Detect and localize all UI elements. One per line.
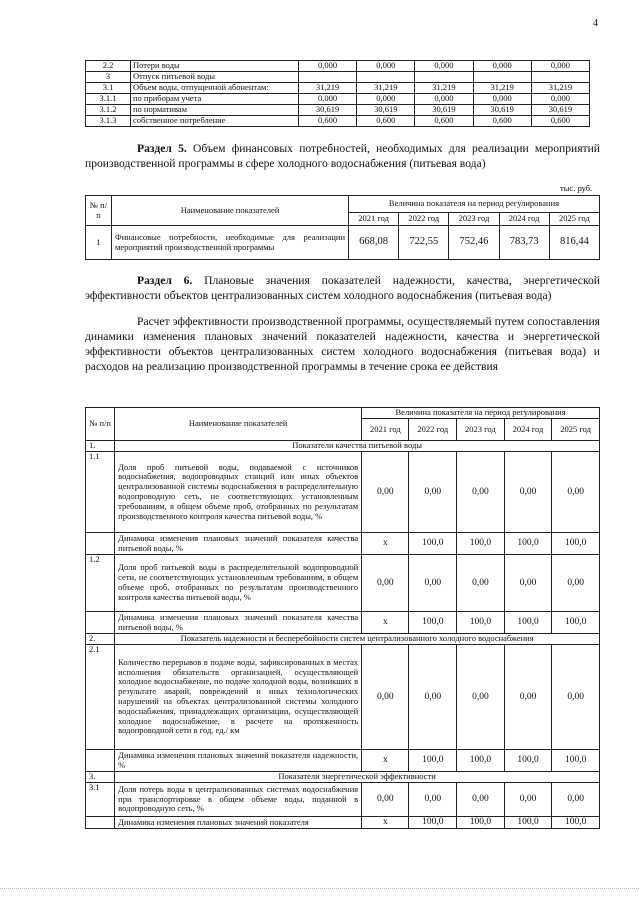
row-num — [86, 533, 115, 555]
row-value: 100,0 — [457, 612, 505, 634]
row-num: 1.1 — [86, 452, 115, 533]
value-2023: 752,46 — [449, 226, 499, 260]
header-name: Наименование показателей — [115, 408, 362, 441]
row-value: х — [362, 817, 409, 829]
group-num: 2. — [86, 634, 115, 645]
value-2021: 668,08 — [349, 226, 399, 260]
row-value: 30,619 — [357, 105, 415, 116]
row-num — [86, 817, 115, 829]
row-value: 0,600 — [473, 116, 531, 127]
row-value: 0,000 — [299, 61, 357, 72]
section5-unit: тыс. руб. — [560, 183, 593, 193]
row-value: 100,0 — [504, 750, 552, 772]
row-value — [531, 72, 589, 83]
row-name: Динамика изменения плановых значений показателя — [115, 817, 362, 829]
value-2024: 783,73 — [499, 226, 549, 260]
row-value: 100,0 — [504, 817, 552, 829]
row-value — [299, 72, 357, 83]
row-value: 0,000 — [531, 94, 589, 105]
row-value: 30,619 — [415, 105, 473, 116]
row-num: 2.2 — [86, 61, 131, 72]
row-value: 0,00 — [409, 452, 457, 533]
row-value: 100,0 — [409, 533, 457, 555]
header-num: № п/п — [86, 196, 112, 226]
row-num: 3.1.1 — [86, 94, 131, 105]
year-2022: 2022 год — [399, 213, 449, 226]
row-value: х — [362, 533, 409, 555]
group-title: Показатели энергетической эффективности — [115, 772, 600, 783]
finance-table — [85, 195, 600, 260]
row-name: собственное потребление — [131, 116, 299, 127]
table-row — [86, 61, 590, 72]
row-value: 0,000 — [299, 94, 357, 105]
row-value: 0,00 — [457, 555, 505, 612]
year-header: 2022 год — [409, 419, 457, 441]
row-value: 0,600 — [357, 116, 415, 127]
row-num: 1 — [86, 226, 112, 260]
value-2022: 722,55 — [399, 226, 449, 260]
row-value: 0,600 — [415, 116, 473, 127]
group-title: Показатели качества питьевой воды — [115, 441, 600, 452]
row-value: 0,000 — [415, 61, 473, 72]
row-name: Объем воды, отпущенной абонентам: — [131, 83, 299, 94]
row-value: 30,619 — [299, 105, 357, 116]
row-num: 3.1 — [86, 83, 131, 94]
row-value: 100,0 — [409, 750, 457, 772]
table-row — [86, 783, 600, 817]
row-value: 0,00 — [409, 645, 457, 750]
row-name: Динамика изменения плановых значений показателя качества питьевой воды, % — [115, 612, 362, 634]
row-value: 0,00 — [362, 645, 409, 750]
table-row — [86, 612, 600, 634]
section6-label: Раздел 6. — [137, 274, 193, 287]
header-name: Наименование показателей — [112, 196, 349, 226]
row-name: по нормативам — [131, 105, 299, 116]
year-2021: 2021 год — [349, 213, 399, 226]
table-row — [86, 94, 590, 105]
group-num: 3. — [86, 772, 115, 783]
indicators-table — [85, 407, 600, 829]
row-value: 0,000 — [357, 61, 415, 72]
row-value: 100,0 — [552, 750, 600, 772]
row-value: 100,0 — [409, 612, 457, 634]
row-num — [86, 612, 115, 634]
row-value: 100,0 — [552, 533, 600, 555]
row-value: 0,000 — [531, 61, 589, 72]
row-value: 30,619 — [473, 105, 531, 116]
row-value: 100,0 — [457, 533, 505, 555]
row-value: 100,0 — [409, 817, 457, 829]
table-row — [86, 533, 600, 555]
group-title: Показатель надежности и бесперебойности систем централизованного холодного водоснабжения — [115, 634, 600, 645]
row-name: Количество перерывов в подаче воды, зафиксированных в местах исполнения обязательств организацией, осуществляющей холодное водоснабжение, по подаче холодной воды, возникших в результате аварий, повреждений и иных технологических нарушений на объектах централизованной системы холодного водоснабжения, принадлежащих организации, осуществляющей холодное водоснабжение, в расчете на протяженность водопроводной сети в год, ед./ км — [115, 645, 362, 750]
section6-paragraph: Расчет эффективности производственной программы, осуществляемый путем сопоставления динамики изменения плановых значений показателей надежности, качества и энергетической эффективности объектов централизованных систем холодного водоснабжения (питьевая вода) и расходов на реализацию производственной программы в течение срока ее действия — [85, 315, 600, 373]
row-value: 0,00 — [552, 645, 600, 750]
row-value: 0,000 — [415, 94, 473, 105]
value-2025: 816,44 — [549, 226, 599, 260]
section6-heading — [85, 273, 600, 303]
year-header: 2021 год — [362, 419, 409, 441]
header-num: № п/п — [86, 408, 115, 441]
row-value: 0,00 — [362, 555, 409, 612]
row-name: Доля проб питьевой воды в распределительной водопроводной сети, не соответствующих установленным требованиям, в общем объеме проб, отобранных по результатам производственного контроля качества питьевой воды, % — [115, 555, 362, 612]
row-value: 31,219 — [473, 83, 531, 94]
row-value: 0,00 — [362, 452, 409, 533]
row-value: 0,00 — [409, 555, 457, 612]
row-value: 31,219 — [299, 83, 357, 94]
row-value: 100,0 — [552, 612, 600, 634]
row-value: 31,219 — [531, 83, 589, 94]
row-value: 0,00 — [504, 645, 552, 750]
row-value: 31,219 — [415, 83, 473, 94]
section5-label: Раздел 5. — [137, 142, 187, 155]
section5-heading — [85, 141, 600, 171]
row-value: 100,0 — [457, 817, 505, 829]
row-name: Динамика изменения плановых значений показателя качества питьевой воды, % — [115, 533, 362, 555]
section6-text: Плановые значения показателей надежности, качества, энергетической эффективности объектов централизованных систем холодного водоснабжения (питьевая вода) — [85, 274, 600, 302]
row-value: 0,00 — [457, 452, 505, 533]
row-value: 0,600 — [299, 116, 357, 127]
year-2025: 2025 год — [549, 213, 599, 226]
row-value: х — [362, 612, 409, 634]
row-value: 0,00 — [552, 555, 600, 612]
header-period: Величина показателя на период регулирования — [362, 408, 600, 419]
row-value: х — [362, 750, 409, 772]
row-value: 0,00 — [552, 783, 600, 817]
page-number: 4 — [593, 18, 598, 29]
row-value: 0,00 — [409, 783, 457, 817]
row-value: 0,00 — [362, 783, 409, 817]
table-row — [86, 72, 590, 83]
table-row — [86, 83, 590, 94]
row-value — [473, 72, 531, 83]
year-2024: 2024 год — [499, 213, 549, 226]
row-name: Доля проб питьевой воды, подаваемой с источников водоснабжения, водопроводных станций или иных объектов централизованной системы водоснабжения в распределительную водопроводную сеть, не соответствующих установленным требованиям, в общем объеме проб, отобранных по результатам производственного контроля качества питьевой воды, % — [115, 452, 362, 533]
row-value: 100,0 — [504, 612, 552, 634]
row-value: 0,00 — [457, 645, 505, 750]
row-num — [86, 750, 115, 772]
row-num: 3 — [86, 72, 131, 83]
water-balance-table — [85, 60, 590, 127]
row-name: Доля потерь воды в централизованных системах водоснабжения при транспортировке в общем объеме воды, поданной в водопроводную сеть, % — [115, 783, 362, 817]
group-num: 1. — [86, 441, 115, 452]
row-num: 2.1 — [86, 645, 115, 750]
row-num: 1.2 — [86, 555, 115, 612]
row-value: 0,00 — [504, 555, 552, 612]
row-num: 3.1.2 — [86, 105, 131, 116]
row-name: по приборам учета — [131, 94, 299, 105]
page-bottom-edge — [0, 888, 639, 889]
table-row — [86, 105, 590, 116]
header-period: Величина показателя на период регулирования — [349, 196, 600, 213]
row-name: Динамика изменения плановых значений показателя надежности, % — [115, 750, 362, 772]
table-row — [86, 116, 590, 127]
row-value: 0,000 — [473, 61, 531, 72]
row-value — [357, 72, 415, 83]
row-value: 100,0 — [552, 817, 600, 829]
row-name: Потери воды — [131, 61, 299, 72]
row-value — [415, 72, 473, 83]
year-header: 2024 год — [504, 419, 552, 441]
year-2023: 2023 год — [449, 213, 499, 226]
row-value: 100,0 — [504, 533, 552, 555]
row-value: 0,00 — [504, 783, 552, 817]
row-value: 0,600 — [531, 116, 589, 127]
table-row — [86, 750, 600, 772]
row-value: 0,000 — [473, 94, 531, 105]
row-value: 0,00 — [552, 452, 600, 533]
row-value: 30,619 — [531, 105, 589, 116]
year-header: 2025 год — [552, 419, 600, 441]
section5-text: Объем финансовых потребностей, необходимых для реализации мероприятий производственной программы в сфере холодного водоснабжения (питьевая вода) — [85, 142, 600, 170]
table-row — [86, 555, 600, 612]
row-value: 0,000 — [357, 94, 415, 105]
row-value: 0,00 — [504, 452, 552, 533]
row-num: 3.1 — [86, 783, 115, 817]
table-row — [86, 817, 600, 829]
table-row — [86, 645, 600, 750]
row-value: 0,00 — [457, 783, 505, 817]
table-row — [86, 452, 600, 533]
row-name: Финансовые потребности, необходимые для реализации мероприятий производственной программы — [112, 226, 349, 260]
row-value: 100,0 — [457, 750, 505, 772]
row-name: Отпуск питьевой воды — [131, 72, 299, 83]
row-num: 3.1.3 — [86, 116, 131, 127]
year-header: 2023 год — [457, 419, 505, 441]
row-value: 31,219 — [357, 83, 415, 94]
